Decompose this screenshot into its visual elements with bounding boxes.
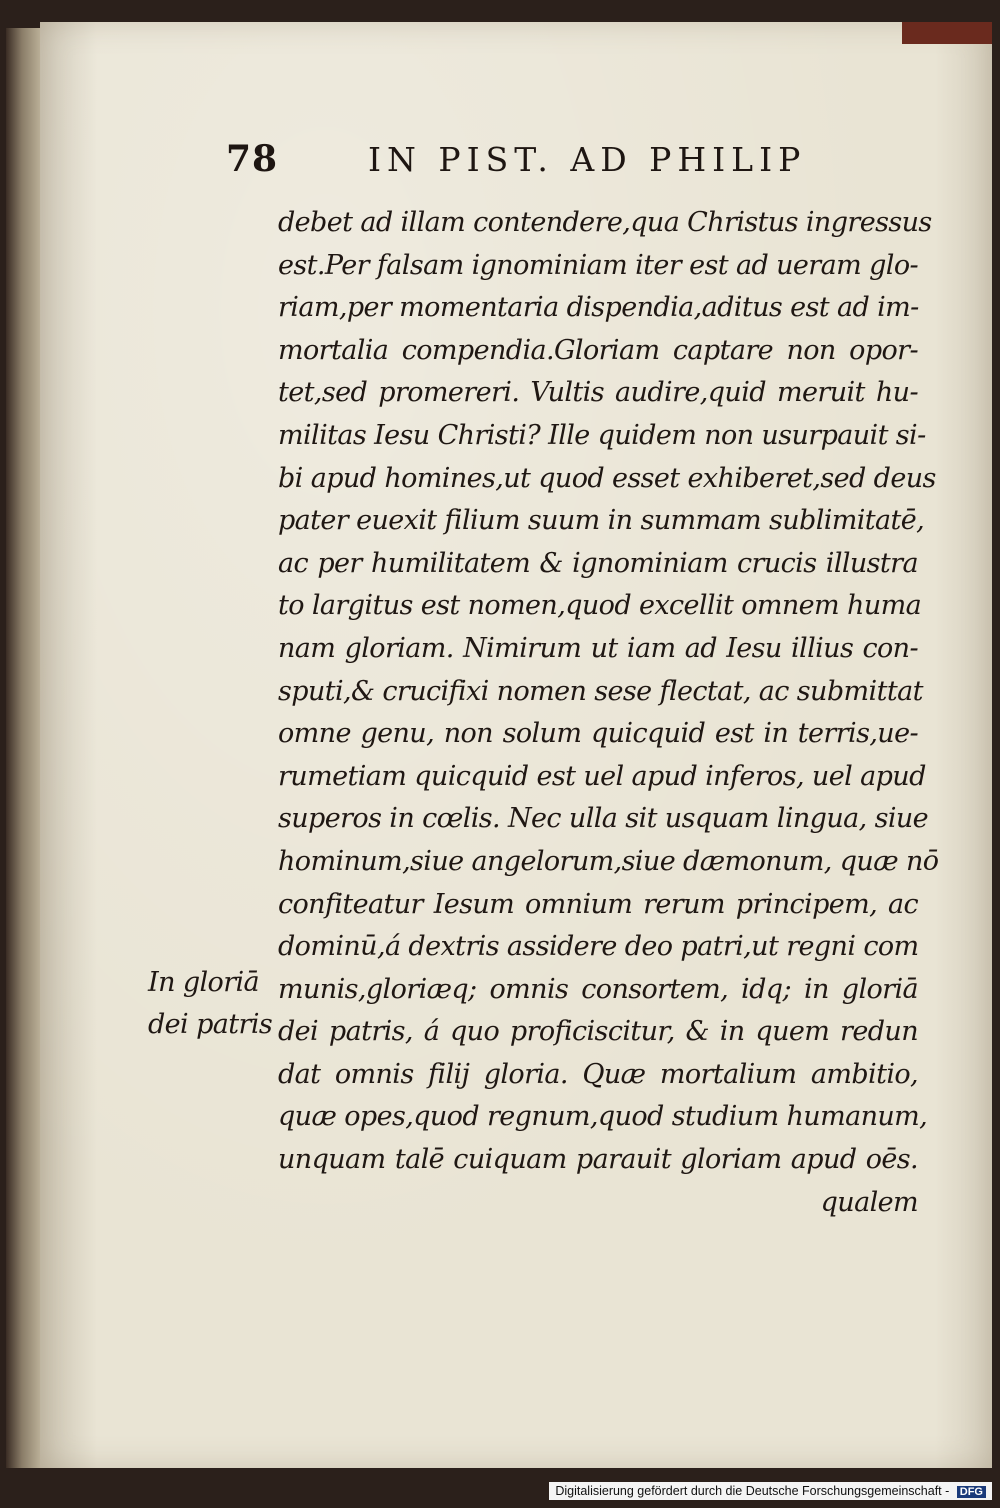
text-line: debet ad illam contendere,qua Christus ingressus: [278, 207, 932, 238]
running-head: IN PIST. AD PHILIP: [368, 140, 807, 179]
text-line: mortalia compendia.Gloriam captare non opor-: [278, 334, 918, 366]
footer-bar: [0, 1468, 1000, 1508]
funding-credit: [549, 1482, 992, 1500]
text-line: ac per humilitatem & ignominiam crucis illustra: [278, 547, 918, 579]
text-line: to largitus est nomen,quod excellit omnem huma: [278, 590, 922, 622]
text-line: dei patris, á quo proficiscitur, & in quem redun: [278, 1016, 918, 1048]
text-line: unquam talē cuiquam parauit gloriam apud oēs.: [278, 1144, 918, 1176]
marginal-note-line: In gloriā: [148, 967, 260, 998]
funding-credit-text: Digitalisierung gefördert durch die Deutsche Forschungsgemeinschaft -: [555, 1484, 950, 1498]
text-line: sputi,& crucifixi nomen sese flectat, ac submittat: [278, 675, 923, 707]
text-line: hominum,siue angelorum,siue dæmonum, quæ nō: [278, 845, 939, 877]
text-line: dominū,á dextris assidere deo patri,ut regni com: [278, 931, 919, 963]
text-line: tet,sed promereri. Vultis audire,quid meruit hu-: [278, 377, 918, 409]
text-line: rumetiam quicquid est uel apud inferos, uel apud: [278, 760, 926, 792]
text-line: munis,gloriæq; omnis consortem, idq; in gloriā: [278, 973, 918, 1005]
dfg-logo: DFG: [957, 1486, 986, 1498]
text-line: omne genu, non solum quicquid est in terris,ue-: [278, 718, 918, 750]
text-line: confiteatur Iesum omnium rerum principem, ac: [278, 888, 918, 920]
marginal-note-line: dei patris: [148, 1009, 273, 1040]
text-line: bi apud homines,ut quod esset exhiberet,sed deus: [278, 462, 936, 494]
catchword: qualem: [820, 1186, 918, 1218]
text-line: quæ opes,quod regnum,quod studium humanum,: [278, 1101, 928, 1133]
page-header: [226, 138, 826, 188]
text-line: pater euexit filium suum in summam sublimitatē,: [278, 505, 925, 537]
marginal-note: [148, 962, 288, 1046]
text-line: nam gloriam. Nimirum ut iam ad Iesu illius con-: [278, 632, 918, 664]
binding-ribbon: [902, 22, 992, 44]
text-line: est.Per falsam ignominiam iter est ad ueram glo-: [278, 249, 918, 281]
body-text: [278, 202, 939, 1224]
text-line: superos in cœlis. Nec ulla sit usquam lingua, siue: [278, 803, 929, 835]
text-line: militas Iesu Christi? Ille quidem non usurpauit si-: [278, 419, 926, 451]
page-number: 78: [226, 138, 279, 180]
text-line: dat omnis filij gloria. Quæ mortalium ambitio,: [278, 1058, 918, 1090]
text-line: riam,per momentaria dispendia,aditus est ad im-: [278, 292, 919, 324]
